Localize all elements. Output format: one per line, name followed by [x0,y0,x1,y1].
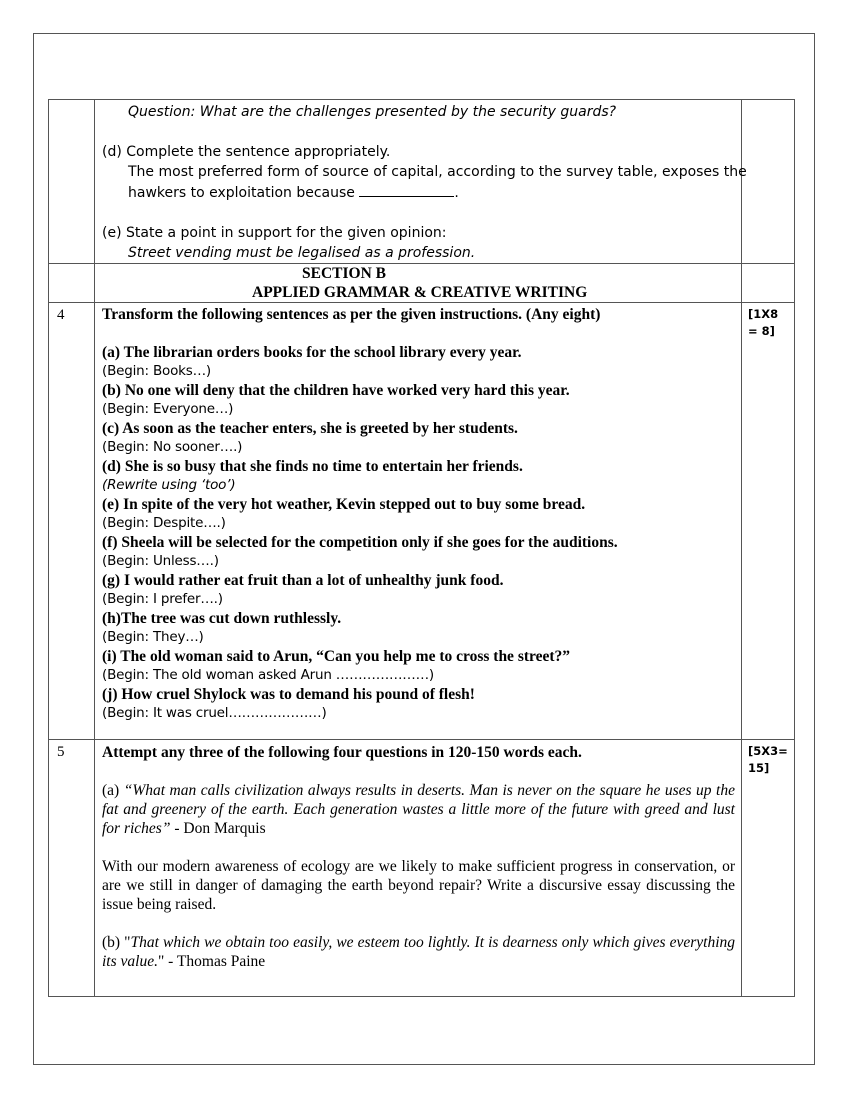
item-label: (d) [102,144,122,160]
sentence-text: hawkers to exploitation because [128,185,355,201]
item-d-instruction [102,142,733,162]
transform-hint: (Begin: Unless….) [102,553,219,569]
table-row [49,303,795,740]
transform-hint: (Begin: Books…) [102,363,211,379]
option-label: (a) [102,782,120,799]
question-number-cell [49,264,95,303]
section-title: SECTION B [302,265,386,282]
question-content-cell [95,100,747,264]
marks-label-line2: 15] [748,761,770,775]
question-number: 4 [49,303,95,740]
answer-blank [359,182,454,197]
question-heading: Attempt any three of the following four questions in 120-150 words each. [102,744,582,761]
marks-cell [742,264,795,303]
quote-text: “What man calls civilization always results in deserts. Man is never on the square he uses up the fat and greenery of the earth. Each generation wastes a little more of the future with greed and lust for riches” [102,782,735,837]
transform-hint: (Begin: Everyone…) [102,401,234,417]
transform-hint: (Begin: No sooner….) [102,439,243,455]
item-label: (e) [102,225,122,241]
item-d-sentence-line1: The most preferred form of source of capital, according to the survey table, exposes the [128,164,747,180]
transform-sentence: (e) In spite of the very hot weather, Kevin stepped out to buy some bread. [102,496,586,513]
marks-label-line2: = 8] [748,324,775,338]
sentence-end: . [454,185,459,201]
table-row [49,264,795,303]
quote-author: - Don Marquis [170,820,266,837]
marks-cell [742,740,795,997]
question-content-cell [95,740,742,997]
question-number: 5 [49,740,95,997]
marks-cell [742,303,795,740]
question-line: Question: What are the challenges presented by the security guards? [128,104,617,120]
item-d-sentence-line2 [102,182,733,203]
section-subtitle: APPLIED GRAMMAR & CREATIVE WRITING [252,284,588,301]
transform-sentence: (f) Sheela will be selected for the competition only if she goes for the auditions. [102,534,618,551]
option-a-prompt: With our modern awareness of ecology are we likely to make sufficient progress in conservation, or are we still in danger of damaging the earth beyond repair? Write a discursive essay discussing the issue being raised. [102,858,735,913]
item-text: State a point in support for the given opinion: [126,225,447,241]
question-number-cell [49,100,95,264]
transform-hint: (Rewrite using ‘too’) [102,477,236,493]
marks-cell [742,100,795,264]
transform-hint: (Begin: It was cruel…………………) [102,705,327,721]
transform-hint: (Begin: Despite….) [102,515,226,531]
question-content-cell [95,303,742,740]
transform-sentence: (i) The old woman said to Arun, “Can you help me to cross the street?” [102,648,571,665]
item-e-opinion: Street vending must be legalised as a profession. [128,245,476,261]
quote-author: " - Thomas Paine [157,953,266,970]
question-heading: Transform the following sentences as per the given instructions. (Any eight) [102,306,601,323]
option-label: (b) " [102,934,131,951]
item-e-instruction [102,223,733,243]
transform-hint: (Begin: The old woman asked Arun …………………) [102,667,434,683]
marks-label-line1: [5X3= [748,744,788,758]
transform-sentence: (c) As soon as the teacher enters, she is greeted by her students. [102,420,518,437]
table-row [49,740,795,997]
section-heading-cell [95,264,742,303]
transform-sentence: (h)The tree was cut down ruthlessly. [102,610,342,627]
transform-sentence: (d) She is so busy that she finds no time to entertain her friends. [102,458,523,475]
marks-label-line1: [1X8 [748,307,779,321]
option-b-quote [102,933,735,971]
table-row [49,100,795,264]
quote-text: That which we obtain too easily, we esteem too lightly. It is dearness only which gives everything its value. [102,934,735,970]
transform-hint: (Begin: They…) [102,629,204,645]
transform-hint: (Begin: I prefer….) [102,591,223,607]
transform-sentence: (a) The librarian orders books for the school library every year. [102,344,522,361]
transform-sentence: (b) No one will deny that the children have worked very hard this year. [102,382,570,399]
option-a-quote [102,781,735,838]
question-table [48,99,795,997]
transform-sentence: (g) I would rather eat fruit than a lot of unhealthy junk food. [102,572,504,589]
transform-sentence: (j) How cruel Shylock was to demand his pound of flesh! [102,686,475,703]
transform-items-list [102,343,735,723]
item-text: Complete the sentence appropriately. [126,144,391,160]
